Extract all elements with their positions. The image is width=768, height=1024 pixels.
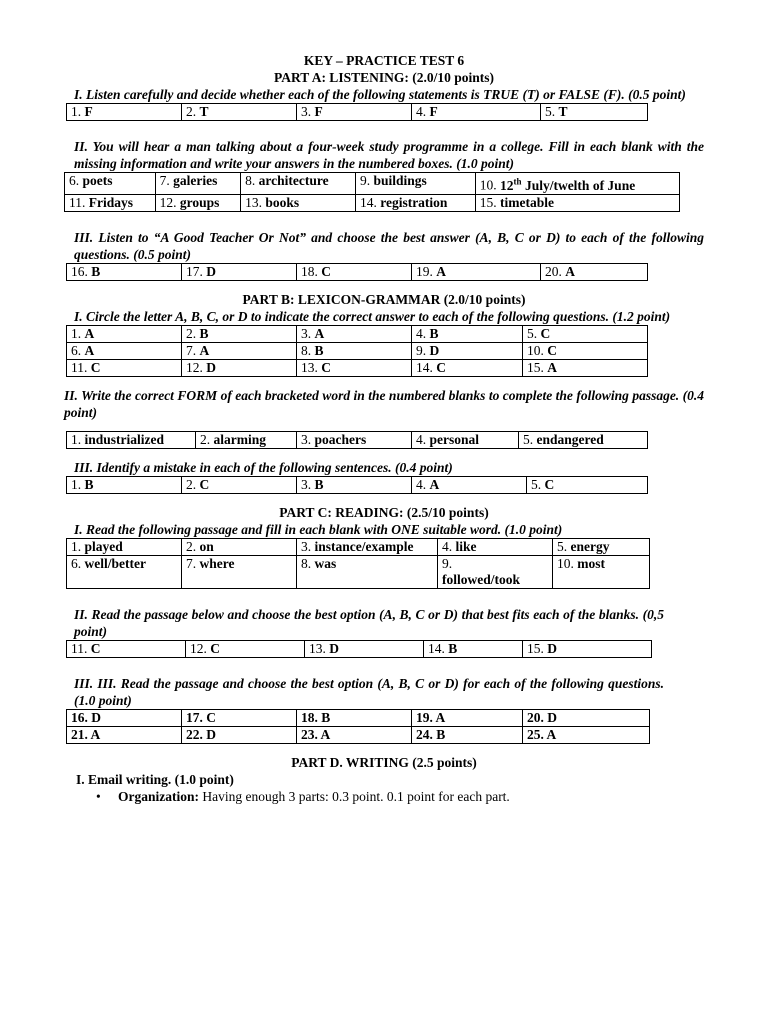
a1-answer-table [66,103,648,121]
table-row [67,640,652,657]
answer-cell: 12. C [186,640,305,657]
table-row [67,476,648,493]
a3-instructions: III. Listen to “A Good Teacher Or Not” and choose the best answer (A, B, C or D) to each of the following questions. (0.5 point) [74,229,704,262]
answer-cell: 6. poets [65,173,156,195]
table-row [67,104,648,121]
answer-cell: 1. industrialized [67,431,196,448]
answer-cell: 14. B [424,640,523,657]
answer-cell: 24. B [412,726,523,743]
part-c-title: PART C: READING: (2.5/10 points) [279,504,489,520]
a2-instructions: II. You will hear a man talking about a four-week study programme in a college. Fill in each blank with the missing information and write your answers in the numbered boxes. (1.0 point) [74,139,704,171]
table-row [67,555,650,588]
c2-instructions: II. Read the passage below and choose the best option (A, B, C or D) that best fits each of the blanks. (0,5 point) [74,606,664,639]
c1-answer-table [66,538,650,589]
answer-cell: 4. B [412,325,523,342]
answer-cell: 8. architecture [241,173,356,195]
answer-cell: 22. D [182,726,297,743]
answer-cell: 25. A [523,726,650,743]
answer-cell: 20. A [541,263,648,280]
table-row [67,263,648,280]
answer-cell: 7. where [182,555,297,588]
answer-cell: 1. A [67,325,182,342]
answer-cell: 5. endangered [519,431,648,448]
c3-instructions: III. III. Read the passage and choose the best option (A, B, C or D) for each of the following questions. (1.0 point) [74,675,664,708]
answer-cell: 12. groups [155,194,240,211]
answer-cell: 1. B [67,476,182,493]
answer-cell: 17. C [182,709,297,726]
c1-instructions: I. Read the following passage and fill in each blank with ONE suitable word. (1.0 point) [74,521,563,537]
part-d-title: PART D. WRITING (2.5 points) [291,754,477,770]
answer-cell: 5. energy [553,538,650,555]
table-row [65,194,680,211]
answer-cell: 13. D [305,640,424,657]
answer-cell: 6. A [67,342,182,359]
answer-cell: 18. C [297,263,412,280]
a1-instructions: I. Listen carefully and decide whether each of the following statements is TRUE (T) or FALSE (F). (0.5 point) [74,87,686,102]
answer-cell: 15. A [523,359,648,376]
table-row [67,359,648,376]
answer-cell: 16. B [67,263,182,280]
b1-instructions: I. Circle the letter A, B, C, or D to indicate the correct answer to each of the following questions. (1.2 point) [74,308,671,324]
answer-cell: 21. A [67,726,182,743]
bullet-icon: • [96,788,101,804]
answer-cell: 5. T [541,104,648,121]
c3-answer-table [66,709,650,744]
a2-answer-table [64,172,680,212]
answer-cell: 8. B [297,342,412,359]
answer-cell: 3. poachers [297,431,412,448]
c2-answer-table [66,640,652,658]
answer-cell: 12. D [182,359,297,376]
answer-cell: 3. A [297,325,412,342]
answer-cell: 13. books [241,194,356,211]
answer-cell: 4. F [412,104,541,121]
answer-cell: 1. played [67,538,182,555]
answer-cell: 10. most [553,555,650,588]
answer-cell: 11. C [67,359,182,376]
answer-cell: 7. A [182,342,297,359]
answer-cell: 10. C [523,342,648,359]
answer-cell: 19. A [412,709,523,726]
table-row [67,726,650,743]
b2-answer-table [66,431,648,449]
answer-cell: 3. instance/example [297,538,438,555]
part-a-title: PART A: LISTENING: (2.0/10 points) [274,70,494,85]
answer-cell: 23. A [297,726,412,743]
email-writing-heading: I. Email writing. (1.0 point) [76,771,234,787]
answer-cell: 15. timetable [475,194,679,211]
answer-cell: 16. D [67,709,182,726]
answer-cell: 19. A [412,263,541,280]
answer-cell: 14. registration [355,194,475,211]
b1-answer-table [66,325,648,377]
answer-cell: 1. F [67,104,182,121]
answer-cell: 18. B [297,709,412,726]
page-title: KEY – PRACTICE TEST 6 [303,53,465,68]
answer-cell: 2. B [182,325,297,342]
table-row [67,325,648,342]
answer-cell: 9. followed/took [438,555,553,588]
answer-cell: 5. C [527,476,648,493]
table-row [67,709,650,726]
answer-cell: 4. personal [412,431,519,448]
answer-cell: 2. alarming [196,431,297,448]
part-b-title: PART B: LEXICON-GRAMMAR (2.0/10 points) [242,291,526,307]
b3-instructions: III. Identify a mistake in each of the following sentences. (0.4 point) [74,459,453,475]
answer-cell: 20. D [523,709,650,726]
list-item: • Organization: Having enough 3 parts: 0.3 point. 0.1 point for each part. [96,788,510,804]
answer-cell: 9. buildings [355,173,475,195]
answer-cell: 13. C [297,359,412,376]
b2-instructions: II. Write the correct FORM of each bracketed word in the numbered blanks to complete the following passage. (0.4 point) [64,387,704,420]
table-row [67,431,648,448]
b3-answer-table [66,476,648,494]
answer-cell: 8. was [297,555,438,588]
a3-answer-table [66,263,648,281]
answer-cell: 3. F [297,104,412,121]
answer-cell: 2. on [182,538,297,555]
table-row [67,342,648,359]
answer-cell: 10. 12th July/twelth of June [475,173,679,195]
answer-cell: 9. D [412,342,523,359]
answer-cell: 6. well/better [67,555,182,588]
answer-cell: 17. D [182,263,297,280]
answer-cell: 15. D [523,640,652,657]
table-row [67,538,650,555]
answer-cell: 3. B [297,476,412,493]
answer-key-page [64,52,704,805]
answer-cell: 4. A [412,476,527,493]
answer-cell: 14. C [412,359,523,376]
answer-cell: 2. C [182,476,297,493]
answer-cell: 11. C [67,640,186,657]
answer-cell: 11. Fridays [65,194,156,211]
answer-cell: 5. C [523,325,648,342]
answer-cell: 4. like [438,538,553,555]
answer-cell: 7. galeries [155,173,240,195]
table-row [65,173,680,195]
answer-cell: 2. T [182,104,297,121]
